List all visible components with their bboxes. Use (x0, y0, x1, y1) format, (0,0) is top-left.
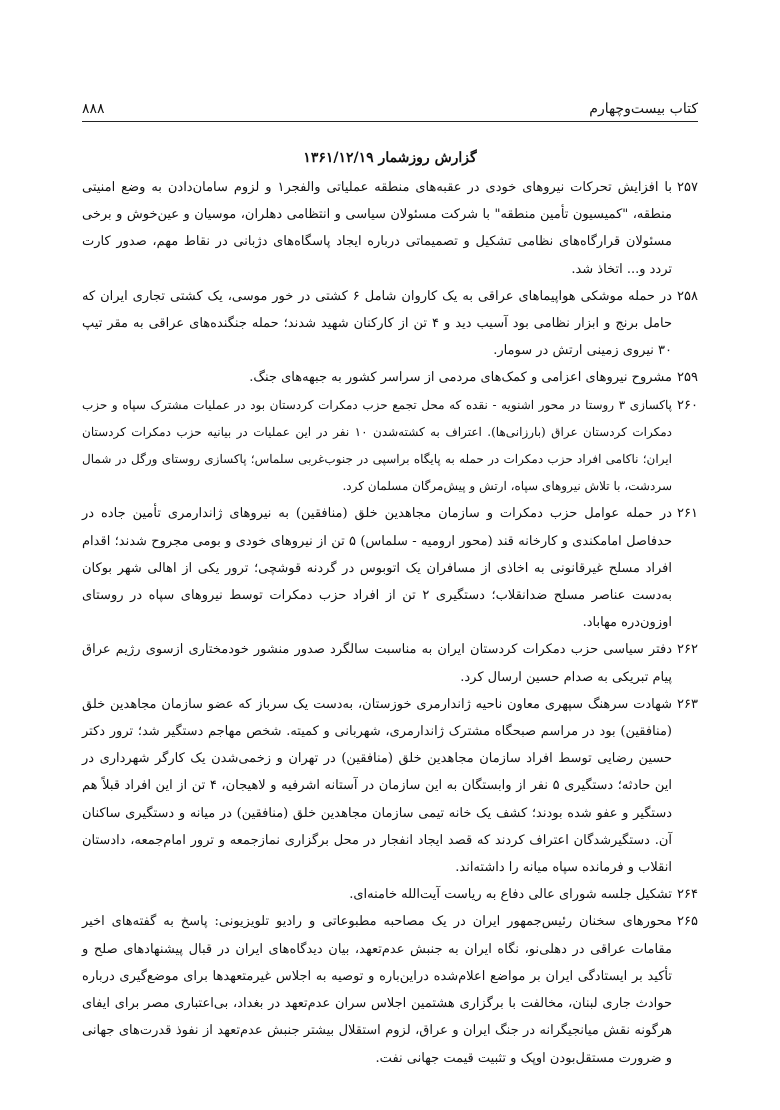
entry-number: ۲۵۷ (677, 180, 698, 195)
report-title: گزارش روزشمار ۱۳۶۱/۱۲/۱۹ (303, 150, 477, 166)
entry-text: در حمله عوامل حزب دمکرات و سازمان مجاهدین خلق (منافقین) به نیروهای ژاندارمری تأمین جاده در حدفاصل امامکندی و کارخانه قند (محور ارومیه - سلماس) ۵ تن از نیروهای خودی و بومی مجروح شدند؛ اقدام افراد مسلح غیرقانونی به اخاذی از مسافران یک اتوبوس در گردنه قوشچی؛ ترور یکی از اهالی شهر بوکان به‌دست عناصر مسلح ضدانقلاب؛ دستگیری ۲ تن از افراد حزب دمکرات توسط نیروهای سپاه در روستای اوزون‌دره مهاباد. (82, 506, 673, 631)
entry (82, 283, 698, 365)
entry (82, 500, 698, 636)
entry-text: شهادت سرهنگ سپهری معاون ناحیه ژاندارمری خوزستان، به‌دست یک سرباز که عضو سازمان مجاهدین خلق (منافقین) بود در مراسم صبحگاه مشترک ژاندارمری، شهربانی و کمیته. شخص مهاجم دستگیر شد؛ ترور دکتر حسین رضایی توسط افراد سازمان مجاهدین خلق (منافقین) در تهران و زخمی‌شدن یک کارگر شهرداری در این حادثه؛ دستگیری ۵ نفر از وابستگان به این سازمان در آستانه اشرفیه و لاهیجان، ۴ تن از این افراد قبلاً هم دستگیر و عفو شده بودند؛ کشف یک خانه تیمی سازمان مجاهدین خلق (منافقین) در میانه و دستگیری ساکنان آن. دستگیرشدگان اعتراف کردند که قصد ایجاد انفجار در محل برگزاری نمازجمعه و ترور امام‌جمعه، دادستان انقلاب و فرمانده سپاه میانه را داشته‌اند. (82, 696, 672, 876)
entry-number: ۲۶۰ (677, 397, 698, 413)
entry-text: پاکسازی ۳ روستا در محور اشنویه - نقده که محل تجمع حزب دمکرات کردستان بود در عملیات مشترک سپاه و حزب دمکرات کردستان عراق (بارزانی‌ها). اعتراف به کشته‌شدن ۱۰ نفر در این عملیات در بیانیه حزب دمکرات کردستان ایران؛ ناکامی افراد حزب دمکرات در حمله به پایگاه براسپی در جنوب‌غربی سلماس؛ پاکسازی روستای ورگل در شمال سردشت، با تلاش نیروهای سپاه، ارتش و پیش‌مرگان مسلمان کرد. (82, 397, 672, 494)
entry (82, 392, 698, 501)
entry (82, 174, 698, 283)
entry-text: تشکیل جلسه شورای عالی دفاع به ریاست آیت‌الله خامنه‌ای. (349, 887, 672, 903)
entry (82, 364, 698, 391)
entry-text: محورهای سخنان رئیس‌جمهور ایران در یک مصاحبه مطبوعاتی و رادیو تلویزیونی: پاسخ به گفته‌های اخیر مقامات عراقی در دهلی‌نو، نگاه ایران به جنبش عدم‌تعهد، بیان دیدگاه‌های ایران در قبال پیشنهادهای صلح و تأکید بر ایستادگی ایران بر مواضع اعلام‌شده دراین‌باره و توصیه به اجلاس غیرمتعهدها برای موضع‌گیری درباره حوادث جاری لبنان، مخالفت با برگزاری هشتمین اجلاس سران عدم‌تعهد در بغداد، بی‌اعتباری مصر برای ایفای هرگونه نقش میانجیگرانه در جنگ ایران و عراق، لزوم استقلال بیشتر جنبش عدم‌تعهد از نفوذ قدرت‌های جهانی و ضرورت مستقل‌بودن اوپک و تثبیت قیمت جهانی نفت. (82, 914, 672, 1066)
header-divider (82, 121, 698, 122)
entry-number: ۲۵۸ (677, 288, 698, 304)
entry-number: ۲۶۱ (677, 506, 698, 522)
entry-number: ۲۶۳ (677, 696, 698, 712)
page-number: ۸۸۸ (82, 101, 105, 117)
entry-text: در حمله موشکی هواپیماهای عراقی به یک کاروان شامل ۶ کشتی در خور موسی، یک کشتی تجاری ایران که حامل برنج و ابزار نظامی بود آسیب دید و ۴ تن از کارکنان شهید شدند؛ حمله جنگنده‌های عراقی به مقر تیپ ۳۰ نیروی زمینی ارتش در سومار. (82, 288, 673, 359)
entry-number: ۲۶۴ (677, 887, 698, 903)
entry (82, 881, 698, 908)
entry-text: مشروح نیروهای اعزامی و کمک‌های مردمی از سراسر کشور به جبهه‌های جنگ. (249, 370, 672, 386)
entries-list (82, 174, 698, 1072)
entry (82, 908, 698, 1071)
entry-number: ۲۶۵ (677, 914, 698, 930)
book-title: کتاب بیست‌وچهارم (589, 101, 698, 117)
entry-text: دفتر سیاسی حزب دمکرات کردستان ایران به مناسبت سالگرد صدور منشور خودمختاری ازسوی رژیم عراق پیام تبریکی به صدام حسین ارسال کرد. (82, 642, 672, 685)
entry-number: ۲۵۹ (677, 370, 698, 386)
entry (82, 691, 698, 881)
entry-text: با افزایش تحرکات نیروهای خودی در عقبه‌های منطقه عملیاتی والفجر۱ و لزوم سامان‌دادن به وضع امنیتی منطقه، "کمیسیون تأمین منطقه" با شرکت مسئولان سیاسی و انتظامی دهلران، موسیان و عین‌خوش و برخی مسئولان قرارگاه‌های نظامی تشکیل و تصمیماتی درباره ایجاد پاسگاه‌های دژبانی در نقاط مهم، صدور کارت تردد و... اتخاذ شد. (82, 180, 672, 277)
entry (82, 636, 698, 690)
entry-number: ۲۶۲ (677, 642, 698, 658)
running-header (82, 94, 698, 118)
document-page (82, 0, 698, 1110)
